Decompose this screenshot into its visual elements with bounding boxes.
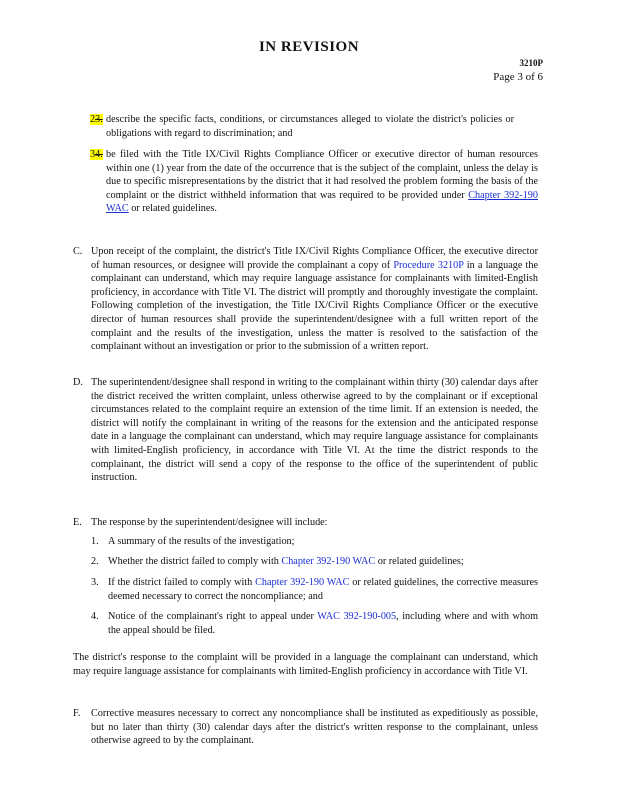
list-item-summary: A summary of the results of the investigation; xyxy=(108,536,295,547)
page-number: Page 3 of 6 xyxy=(493,71,543,83)
document-code: 3210P xyxy=(519,58,543,68)
response-language-paragraph: The district's response to the complaint will be provided in a language the complainant can understand, which may require language assistance for complainants with limited-English proficiency in accordance with Title VI. xyxy=(73,652,538,677)
procedure-3210p-link[interactable]: Procedure 3210P xyxy=(393,259,464,271)
chapter-392-190-wac-link[interactable]: Chapter 392-190 WAC xyxy=(255,577,350,588)
item-number-old: 3. xyxy=(95,114,103,125)
section-letter-d: D. xyxy=(73,377,83,388)
section-f-paragraph: Corrective measures necessary to correct any noncompliance shall be instituted as expeditiously as possible, but no later than thirty (30) calendar days after the district's written response to the complainant, unless otherwise agreed to by the complainant. xyxy=(91,708,538,747)
section-letter-e: E. xyxy=(73,517,82,528)
chapter-392-190-wac-link[interactable]: Chapter 392-190 WAC xyxy=(106,189,538,215)
list-item-specific-facts: describe the specific facts, conditions, or circumstances alleged to violate the district's policies or obligations with regard to discrimination; and xyxy=(106,114,514,139)
item-number-old: 4. xyxy=(95,149,103,160)
item-number-new: 3 xyxy=(90,149,96,160)
section-c-paragraph: Upon receipt of the complaint, the district's Title IX/Civil Rights Compliance Officer, the executive director of human resources, or designee will provide the complainant a copy of Procedure 3210P in a language the complainant can understand, which may require language assistance for complainants with limited-English proficiency, in accordance with Title VI. The district will promptly and thoroughly investigate the complaint. Following completion of the investigation, the Title IX/Civil Rights Compliance Officer or the executive director of human resources shall provide the superintendent/designee with a full written report of the complaint and the results of the investigation, unless the matter is resolved to the satisfaction of the complainant without an investigation or prior to the submission of a written report. xyxy=(91,246,539,353)
item-number-3 xyxy=(90,148,103,162)
list-number: 3. xyxy=(91,577,99,588)
wac-392-190-005-link[interactable]: WAC 392-190-005 xyxy=(317,611,397,622)
chapter-392-190-wac-link[interactable]: Chapter 392-190 WAC xyxy=(281,556,376,567)
list-item-appeal-notice: Notice of the complainant's right to appeal under WAC 392-190-005, including where and with whom the appeal should be filed. xyxy=(108,611,538,636)
list-number: 4. xyxy=(91,611,99,622)
list-number: 1. xyxy=(91,536,99,547)
section-letter-f: F. xyxy=(73,708,81,719)
list-item-corrective-measures: If the district failed to comply with Chapter 392-190 WAC or related guidelines, the corrective measures deemed necessary to correct the noncompliance; and xyxy=(108,577,538,602)
section-e-intro: The response by the superintendent/designee will include: xyxy=(91,517,328,528)
page-title: IN REVISION xyxy=(258,39,360,55)
section-d-paragraph: The superintendent/designee shall respond in writing to the complainant within thirty (30) calendar days after the district received the written complaint, unless otherwise agreed to by the complainant or if exceptional circumstances related to the complaint require an extension of the time limit. If an extension is needed, the district will notify the complainant in writing of the reasons for the extension and the anticipated response date in a language the complainant can understand, which may require language assistance for complainants with limited-English proficiency, in accordance with Title VI. At the time the district responds to the complainant, the district will send a copy of the response to the office of the superintendent of public instruction. xyxy=(91,377,538,484)
list-item-failed-to-comply: Whether the district failed to comply with Chapter 392-190 WAC or related guidelines; xyxy=(108,556,464,567)
list-item-filing-deadline: be filed with the Title IX/Civil Rights Compliance Officer or executive director of human resources within one (1) year from the date of the occurrence that is the subject of the complaint, unless the delay is due to specific misrepresentations by the district that it had resolved the problem forming the basis of the complaint or the district withheld information that was required to be provided under Chapter 392-190 WAC or related guidelines. xyxy=(106,149,538,215)
item-number-2 xyxy=(90,113,103,127)
list-number: 2. xyxy=(91,556,99,567)
section-letter-c: C. xyxy=(73,246,83,257)
item-number-new: 2 xyxy=(90,114,96,125)
